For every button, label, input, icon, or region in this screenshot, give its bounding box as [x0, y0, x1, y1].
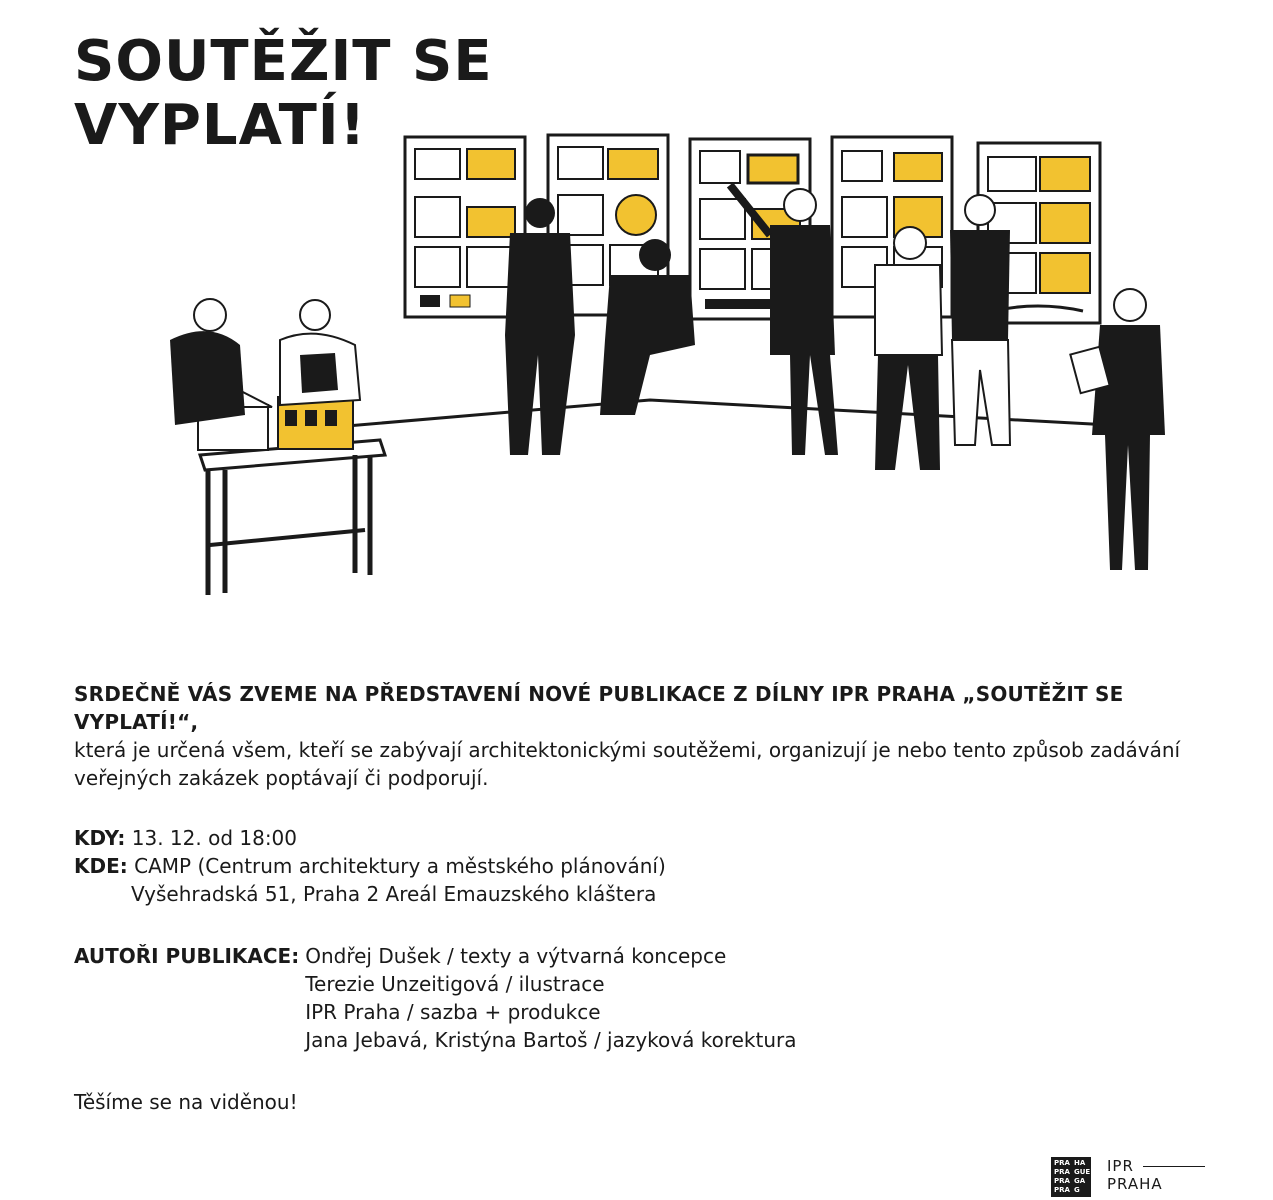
ipr-logo-top: IPR [1107, 1157, 1134, 1175]
when-label: KDY: [74, 826, 126, 850]
closing-text: Těšíme se na viděnou! [74, 1090, 298, 1114]
ipr-logo-rule [1143, 1166, 1205, 1167]
praha-logo-text: PRA [1054, 1159, 1070, 1167]
praha-logo-text: PRA [1054, 1177, 1070, 1185]
person [505, 198, 575, 455]
praha-logo-text: PRA [1054, 1168, 1070, 1176]
intro-body: která je určená všem, kteří se zabývají architektonickými soutěžemi, organizují je nebo tento způsob zadávání veřejných zakázek poptávají či podporují. [74, 738, 1181, 790]
where-row [74, 852, 1234, 880]
ipr-logo-bottom: PRAHA [1107, 1175, 1163, 1193]
author-item: Jana Jebavá, Kristýna Bartoš / jazyková korektura [305, 1028, 797, 1052]
logo-area [1051, 1157, 1211, 1199]
where-line-2: Vyšehradská 51, Praha 2 Areál Emauzského kláštera [131, 882, 657, 906]
intro-lead: SRDEČNĚ VÁS ZVEME NA PŘEDSTAVENÍ NOVÉ PUBLIKACE Z DÍLNY IPR PRAHA „SOUTĚŽIT SE VYPLATÍ!“, [74, 682, 1124, 734]
praha-logo [1051, 1157, 1091, 1197]
ipr-logo [1107, 1157, 1163, 1193]
where-line-1: CAMP (Centrum architektury a městského plánování) [134, 854, 666, 878]
author-item: Ondřej Dušek / texty a výtvarná koncepce [305, 944, 727, 968]
title-line-1: SOUTĚŽIT SE [74, 29, 493, 94]
person [1070, 289, 1165, 570]
praha-logo-text: GA [1074, 1177, 1086, 1185]
authors-label: AUTOŘI PUBLIKACE: [74, 944, 300, 968]
title-line-2: VYPLATÍ! [74, 93, 367, 158]
when-row [74, 824, 1234, 852]
person [950, 195, 1010, 445]
exhibition-illustration [130, 125, 1190, 655]
where-label: KDE: [74, 854, 128, 878]
authors-list [299, 942, 796, 1054]
praha-logo-text: GUE [1074, 1168, 1091, 1176]
praha-logo-text: PRA [1054, 1186, 1070, 1194]
author-item: Terezie Unzeitigová / ilustrace [305, 972, 605, 996]
when-value: 13. 12. od 18:00 [131, 826, 298, 850]
authors-block [74, 942, 1234, 1054]
where-row-2 [74, 880, 1234, 908]
person [280, 300, 360, 405]
invitation-text [74, 680, 1234, 1116]
person [170, 299, 245, 425]
praha-logo-text: HA [1074, 1159, 1086, 1167]
intro [74, 680, 1234, 792]
praha-logo-text: G [1074, 1186, 1080, 1194]
model-table [195, 387, 385, 595]
exhibition-board [405, 137, 525, 317]
author-item: IPR Praha / sazba + produkce [305, 1000, 601, 1024]
